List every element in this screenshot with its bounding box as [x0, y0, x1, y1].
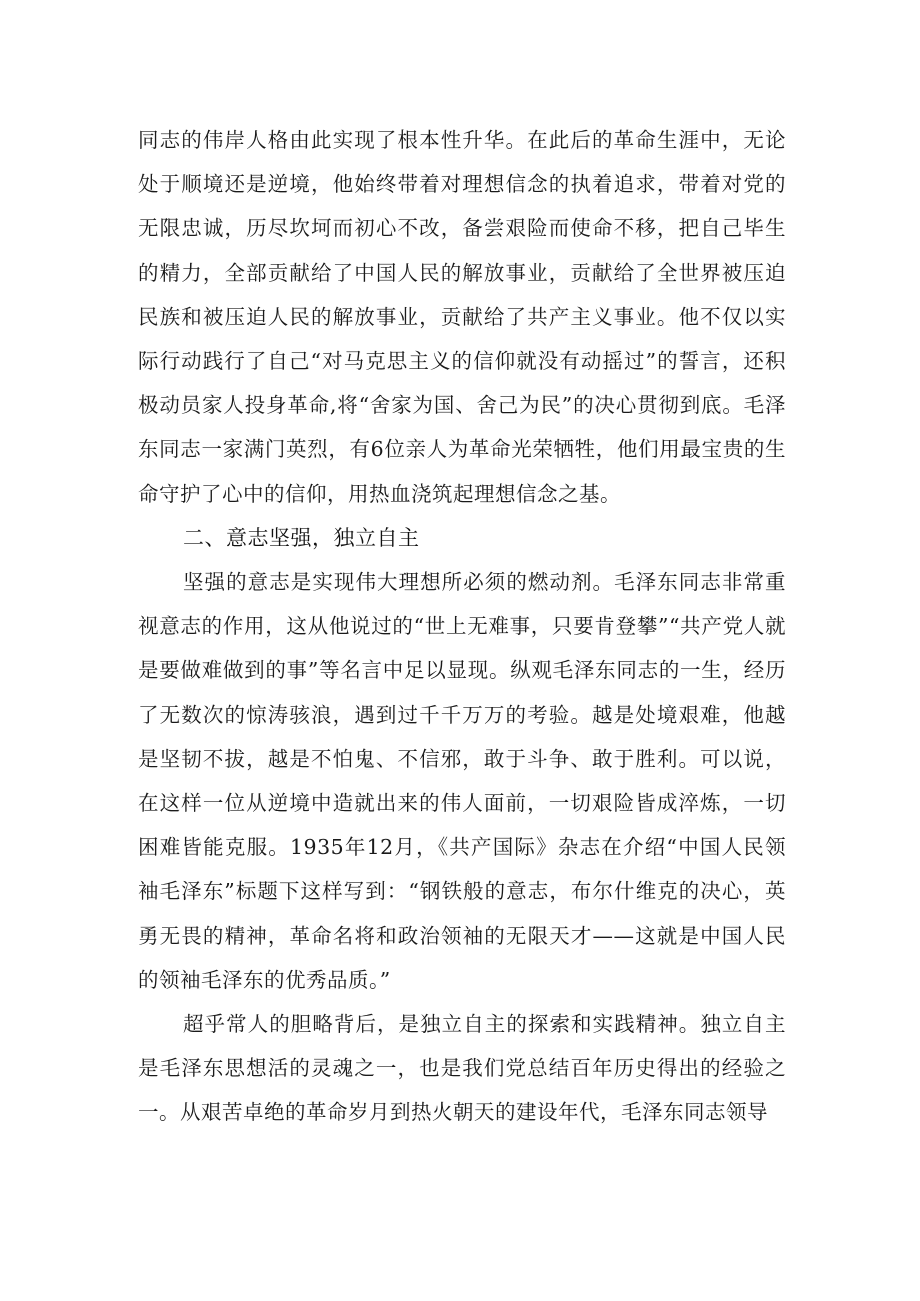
paragraph-willpower: 坚强的意志是实现伟大理想所必须的燃动剂。毛泽东同志非常重视意志的作用，这从他说过的“世上无难事，只要肯登攀”“共产党人就是要做难做到的事”等名言中足以显现。纵观毛泽东同志的一生，经历了无数次的惊涛骇浪，遇到过千千万万的考验。越是处境艰难，他越是坚韧不拔，越是不怕鬼、不信邪，敢于斗争、敢于胜利。可以说，在这样一位从逆境中造就出来的伟人面前，一切艰险皆成淬炼，一切困难皆能克服。1935年12月，《共产国际》杂志在介绍“中国人民领袖毛泽东”标题下这样写到：“钢铁般的意志，布尔什维克的决心，英勇无畏的精神，革命名将和政治领袖的无限天才——这就是中国人民的领袖毛泽东的优秀品质。”	[138, 570, 786, 992]
paragraph-continued: 同志的伟岸人格由此实现了根本性升华。在此后的革命生涯中，无论处于顺境还是逆境，他始终带着对理想信念的执着追求，带着对党的无限忠诚，历尽坎坷而初心不改，备尝艰险而使命不移，把自己毕生的精力，全部贡献给了中国人民的解放事业，贡献给了全世界被压迫民族和被压迫人民的解放事业，贡献给了共产主义事业。他不仅以实际行动践行了自己“对马克思主义的信仰就没有动摇过”的誓言，还积极动员家人投身革命,将“舍家为国、舍己为民”的决心贯彻到底。毛泽东同志一家满门英烈，有6位亲人为革命光荣牺牲，他们用最宝贵的生命守护了心中的信仰，用热血浇筑起理想信念之基。	[138, 128, 786, 506]
paragraph-independence: 超乎常人的胆略背后，是独立自主的探索和实践精神。独立自主是毛泽东思想活的灵魂之一，也是我们党总结百年历史得出的经验之一。从艰苦卓绝的革命岁月到热火朝天的建设年代，毛泽东同志领导	[138, 1012, 786, 1125]
section-heading: 二、意志坚强，独立自主	[183, 525, 420, 550]
document-body	[138, 118, 786, 1135]
